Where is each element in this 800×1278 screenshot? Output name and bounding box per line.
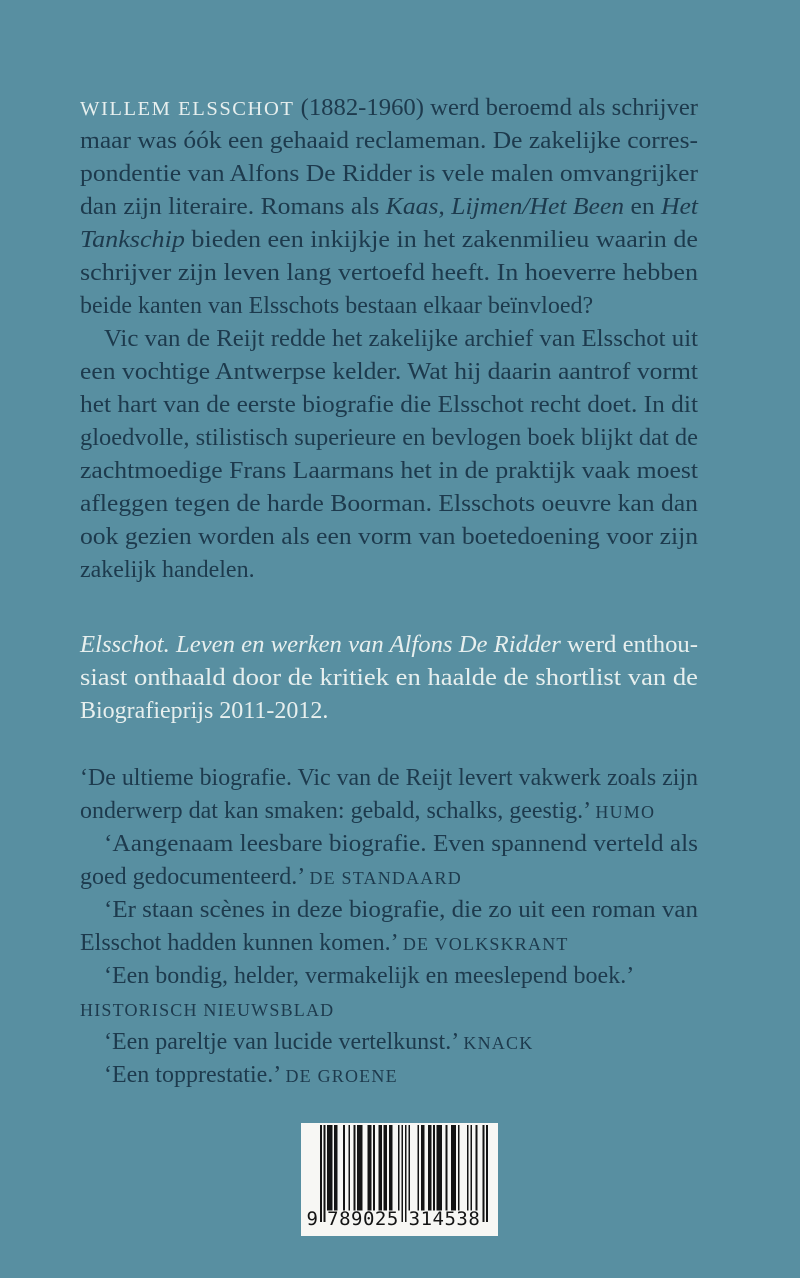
text-segment: ook gezien worden als een vorm van boetedoening voor zijn [80, 524, 698, 550]
paragraph-reception [80, 629, 698, 728]
text-line [80, 191, 698, 224]
text-line [80, 629, 698, 662]
text-line [80, 125, 698, 158]
paragraph-reviews [80, 762, 698, 1092]
text-line [80, 695, 698, 728]
text-line-content [80, 455, 698, 488]
book-title-segment: Elsschot. Leven en werken van Alfons De Ridder [80, 632, 561, 658]
text-line-content [80, 762, 698, 795]
text-segment: afleggen tegen de harde Boorman. Elsschots oeuvre kan dan [80, 491, 698, 517]
text-line [80, 662, 698, 695]
book-title-segment: Tankschip [80, 227, 185, 253]
paragraph-archive [80, 323, 698, 587]
text-line [80, 257, 698, 290]
text-line [80, 554, 698, 587]
text-line-content [80, 662, 698, 695]
text-line [80, 92, 698, 125]
review-source: HISTORISCH NIEUWSBLAD [80, 1000, 335, 1020]
text-line-content [80, 629, 698, 662]
text-line-content [80, 554, 255, 587]
text-line [80, 323, 698, 356]
text-segment: siast onthaald door de kritiek en haalde de shortlist van de [80, 665, 698, 691]
text-line-content [104, 828, 698, 861]
author-name: WILLEM ELSSCHOT [80, 98, 295, 120]
text-line [80, 488, 698, 521]
text-line [80, 960, 698, 993]
review-source: KNACK [463, 1033, 534, 1053]
text-line-content [104, 323, 698, 356]
text-line-content [104, 894, 698, 927]
text-line [80, 455, 698, 488]
text-line [80, 927, 698, 960]
text-segment: ‘Een bondig, helder, vermakelijk en meeslepend boek.’ [104, 963, 635, 989]
text-line-content [104, 960, 634, 993]
text-line-content [80, 125, 698, 158]
text-line-content [80, 257, 698, 290]
text-segment: bieden een inkijkje in het zakenmilieu waarin de [184, 227, 698, 253]
text-line-content [104, 1059, 398, 1093]
book-title-segment: Het [661, 194, 698, 220]
review-source: DE GROENE [285, 1066, 398, 1086]
text-line-content [80, 993, 334, 1027]
text-line-content [80, 290, 593, 323]
text-segment: pondentie van Alfons De Ridder is vele malen omvangrijker [80, 161, 698, 187]
text-line [80, 224, 698, 257]
text-line-content [80, 861, 462, 895]
text-line-content [80, 927, 569, 961]
text-segment: ‘Er staan scènes in deze biografie, die zo uit een roman van [104, 897, 698, 923]
text-segment: ‘Een topprestatie.’ [104, 1062, 286, 1088]
text-line [80, 422, 698, 455]
text-line [80, 389, 698, 422]
barcode-digit-group: 314538 [408, 1208, 481, 1230]
text-line-content [80, 389, 698, 422]
barcode [301, 1123, 498, 1236]
text-line [80, 1026, 698, 1059]
text-line-content [80, 191, 698, 224]
text-segment: Biografieprijs 2011-2012. [80, 698, 329, 724]
text-segment: zachtmoedige Frans Laarmans het in de praktijk vaak moest [80, 458, 698, 484]
text-segment: een vochtige Antwerpse kelder. Wat hij daarin aantrof vormt [80, 359, 698, 385]
text-segment: maar was óók een gehaaid reclameman. De zakelijke corres- [80, 128, 698, 154]
back-cover-text [80, 92, 698, 1092]
text-segment: het hart van de eerste biografie die Elsschot recht doet. In dit [80, 392, 698, 418]
text-segment: ‘Een pareltje van lucide vertelkunst.’ [104, 1029, 464, 1055]
barcode-digit-group: 789025 [327, 1208, 399, 1230]
text-line-content [80, 422, 698, 455]
text-line [80, 1059, 698, 1092]
text-segment: dan zijn literaire. Romans als [80, 194, 386, 220]
text-segment: zakelijk handelen. [80, 557, 255, 583]
text-segment: en [624, 194, 662, 220]
text-line [80, 762, 698, 795]
text-segment: onderwerp dat kan smaken: gebald, schalks, geestig.’ [80, 798, 596, 824]
text-segment: ‘De ultieme biografie. Vic van de Reijt levert vakwerk zoals zijn [80, 765, 698, 791]
text-segment: Elsschot hadden kunnen komen.’ [80, 930, 403, 956]
text-segment: beide kanten van Elsschots bestaan elkaar beïnvloed? [80, 293, 594, 319]
text-line-content [80, 795, 655, 829]
text-segment: goed gedocumenteerd.’ [80, 864, 310, 890]
text-line-content [80, 488, 698, 521]
text-line [80, 894, 698, 927]
text-line-content [80, 521, 698, 554]
text-line [80, 795, 698, 828]
text-segment: ‘Aangenaam leesbare biografie. Even spannend verteld als [104, 831, 698, 857]
text-segment: schrijver zijn leven lang vertoefd heeft. In hoeverre hebben [80, 260, 699, 286]
text-line [80, 861, 698, 894]
book-title-segment: Kaas, Lijmen/Het Been [385, 194, 625, 220]
text-line [80, 993, 698, 1026]
text-segment: werd enthou- [560, 632, 698, 658]
review-source: DE VOLKSKRANT [402, 934, 569, 954]
text-line-content [80, 356, 698, 389]
text-segment: Vic van de Reijt redde het zakelijke archief van Elsschot uit [104, 326, 698, 352]
text-line-content [80, 224, 698, 257]
text-line [80, 158, 698, 191]
text-line [80, 521, 698, 554]
text-line-content [104, 1026, 533, 1060]
text-line [80, 356, 698, 389]
text-line-content [80, 92, 698, 126]
text-line-content [80, 158, 698, 191]
text-segment: gloedvolle, stilistisch superieure en bevlogen boek blijkt dat de [80, 425, 698, 451]
review-source: HUMO [595, 802, 656, 822]
barcode-digit-group: 9 [306, 1208, 318, 1230]
text-line [80, 828, 698, 861]
paragraph-intro [80, 92, 698, 323]
text-line [80, 290, 698, 323]
text-line-content [80, 695, 328, 728]
text-segment: (1882-1960) werd beroemd als schrijver [294, 95, 698, 121]
review-source: DE STANDAARD [309, 868, 462, 888]
